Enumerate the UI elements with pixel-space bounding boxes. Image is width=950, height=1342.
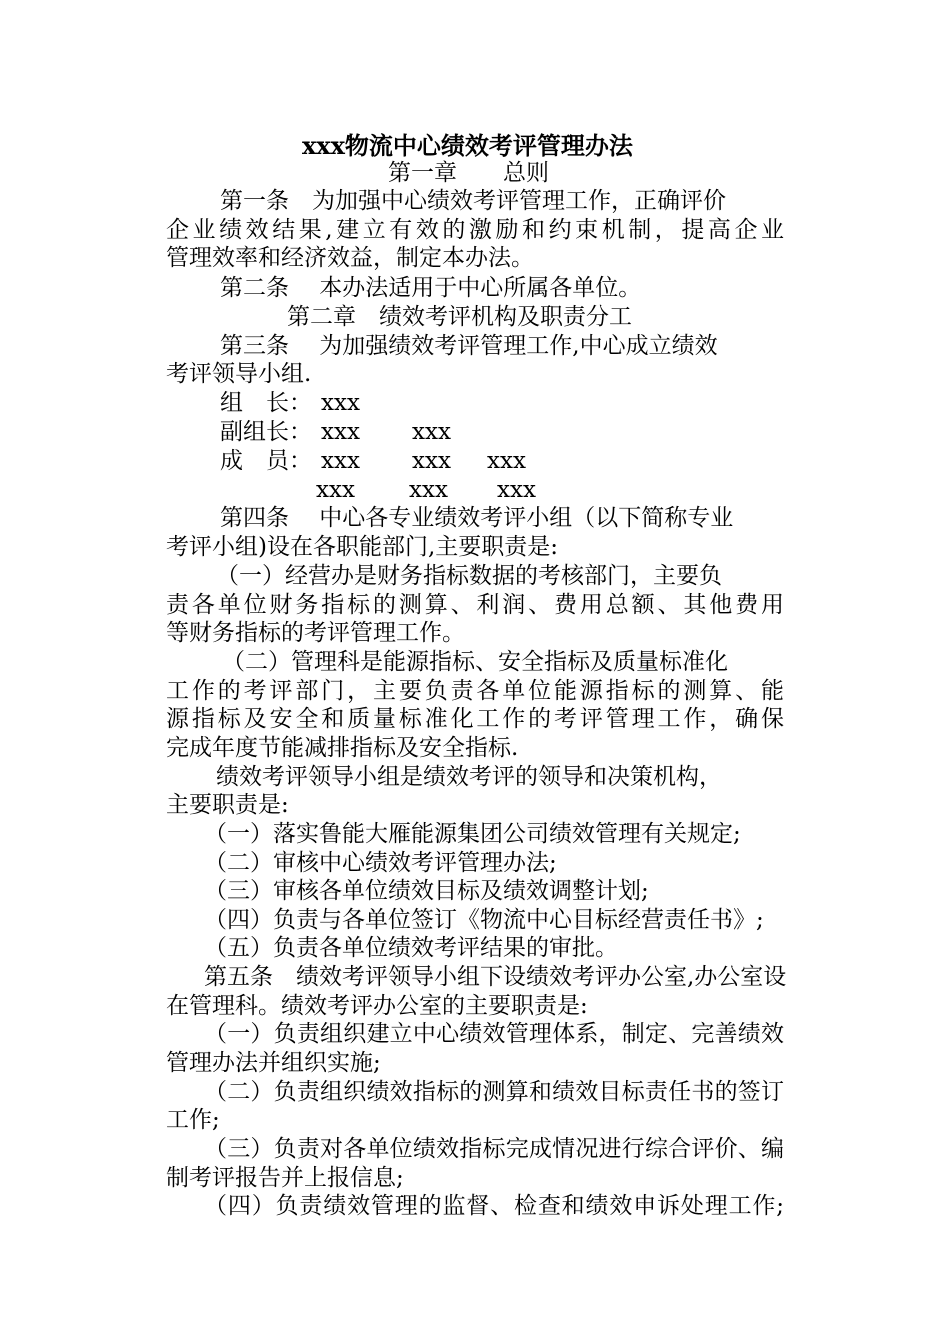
article-2: 第二条 本办法适用于中心所属各单位。 xyxy=(220,275,642,301)
leading-group-duty-5: （五）负责各单位绩效考评结果的审批。 xyxy=(204,935,618,961)
article-5-item-3-line-1: （三）负责对各单位绩效指标完成情况进行综合评价、编 xyxy=(204,1136,784,1162)
article-4-line-1: 第四条 中心各专业绩效考评小组（以下简称专业 xyxy=(220,505,734,531)
document-title: xxx物流中心绩效考评管理办法 xyxy=(302,131,633,160)
article-3-line-1: 第三条 为加强绩效考评管理工作,中心成立绩效 xyxy=(220,333,718,359)
member-name: xxx xyxy=(412,448,451,474)
chapter-2-heading: 第二章 绩效考评机构及职责分工 xyxy=(287,304,632,330)
article-4-item-2-line-2: 工作的考评部门，主要负责各单位能源指标的测算、能 xyxy=(166,678,784,704)
deputy-name: xxx xyxy=(321,419,360,445)
article-1-line-3: 管理效率和经济效益，制定本办法。 xyxy=(166,245,534,271)
article-4-item-1-line-2: 责各单位财务指标的测算、利润、费用总额、其他费用 xyxy=(166,592,784,618)
member-name: xxx xyxy=(497,477,536,503)
leading-group-duty-1: （一）落实鲁能大雁能源集团公司绩效管理有关规定; xyxy=(204,821,741,847)
article-5-item-2-line-1: （二）负责组织绩效指标的测算和绩效目标责任书的签订 xyxy=(204,1079,784,1105)
member-name: xxx xyxy=(316,477,355,503)
article-5-line-2: 在管理科。绩效考评办公室的主要职责是: xyxy=(166,993,588,1019)
member-name: xxx xyxy=(487,448,526,474)
article-4-item-2-line-1: （二）管理科是能源指标、安全指标及质量标准化 xyxy=(222,649,728,675)
article-4-item-1-line-1: （一）经营办是财务指标数据的考核部门，主要负 xyxy=(216,563,722,589)
leading-group-duty-2: （二）审核中心绩效考评管理办法; xyxy=(204,850,557,876)
member-name: xxx xyxy=(321,448,360,474)
leader-name: xxx xyxy=(321,390,360,416)
article-4-item-2-line-4: 完成年度节能减排指标及安全指标. xyxy=(166,735,519,761)
article-5-item-1-line-2: 管理办法并组织实施; xyxy=(166,1050,381,1076)
member-label: 成 员： xyxy=(220,448,312,474)
article-1-line-2: 企业绩效结果,建立有效的激励和约束机制，提高企业 xyxy=(166,217,784,243)
article-5-item-2-line-2: 工作; xyxy=(166,1107,220,1133)
chapter-1-heading: 第一章 总则 xyxy=(388,160,549,186)
article-3-line-2: 考评领导小组. xyxy=(166,361,312,387)
leading-group-line-2: 主要职责是: xyxy=(166,792,289,818)
leading-group-line-1: 绩效考评领导小组是绩效考评的领导和决策机构， xyxy=(216,764,722,790)
article-5-line-1: 第五条 绩效考评领导小组下设绩效考评办公室,办公室设 xyxy=(204,964,787,990)
leader-label: 组 长： xyxy=(220,390,312,416)
article-5-item-4: （四）负责绩效管理的监督、检查和绩效申诉处理工作; xyxy=(204,1193,784,1219)
article-1-line-1: 第一条 为加强中心绩效考评管理工作，正确评价 xyxy=(220,188,726,214)
leading-group-duty-3: （三）审核各单位绩效目标及绩效调整计划; xyxy=(204,878,649,904)
member-name: xxx xyxy=(409,477,448,503)
deputy-name: xxx xyxy=(412,419,451,445)
deputy-label: 副组长： xyxy=(220,419,312,445)
article-4-item-1-line-3: 等财务指标的考评管理工作。 xyxy=(166,620,465,646)
leading-group-duty-4: （四）负责与各单位签订《物流中心目标经营责任书》; xyxy=(204,907,764,933)
article-5-item-3-line-2: 制考评报告并上报信息; xyxy=(166,1165,404,1191)
article-5-item-1-line-1: （一）负责组织建立中心绩效管理体系，制定、完善绩效 xyxy=(204,1021,784,1047)
article-4-line-2: 考评小组)设在各职能部门,主要职责是: xyxy=(166,534,559,560)
article-4-item-2-line-3: 源指标及安全和质量标准化工作的考评管理工作，确保 xyxy=(166,706,784,732)
